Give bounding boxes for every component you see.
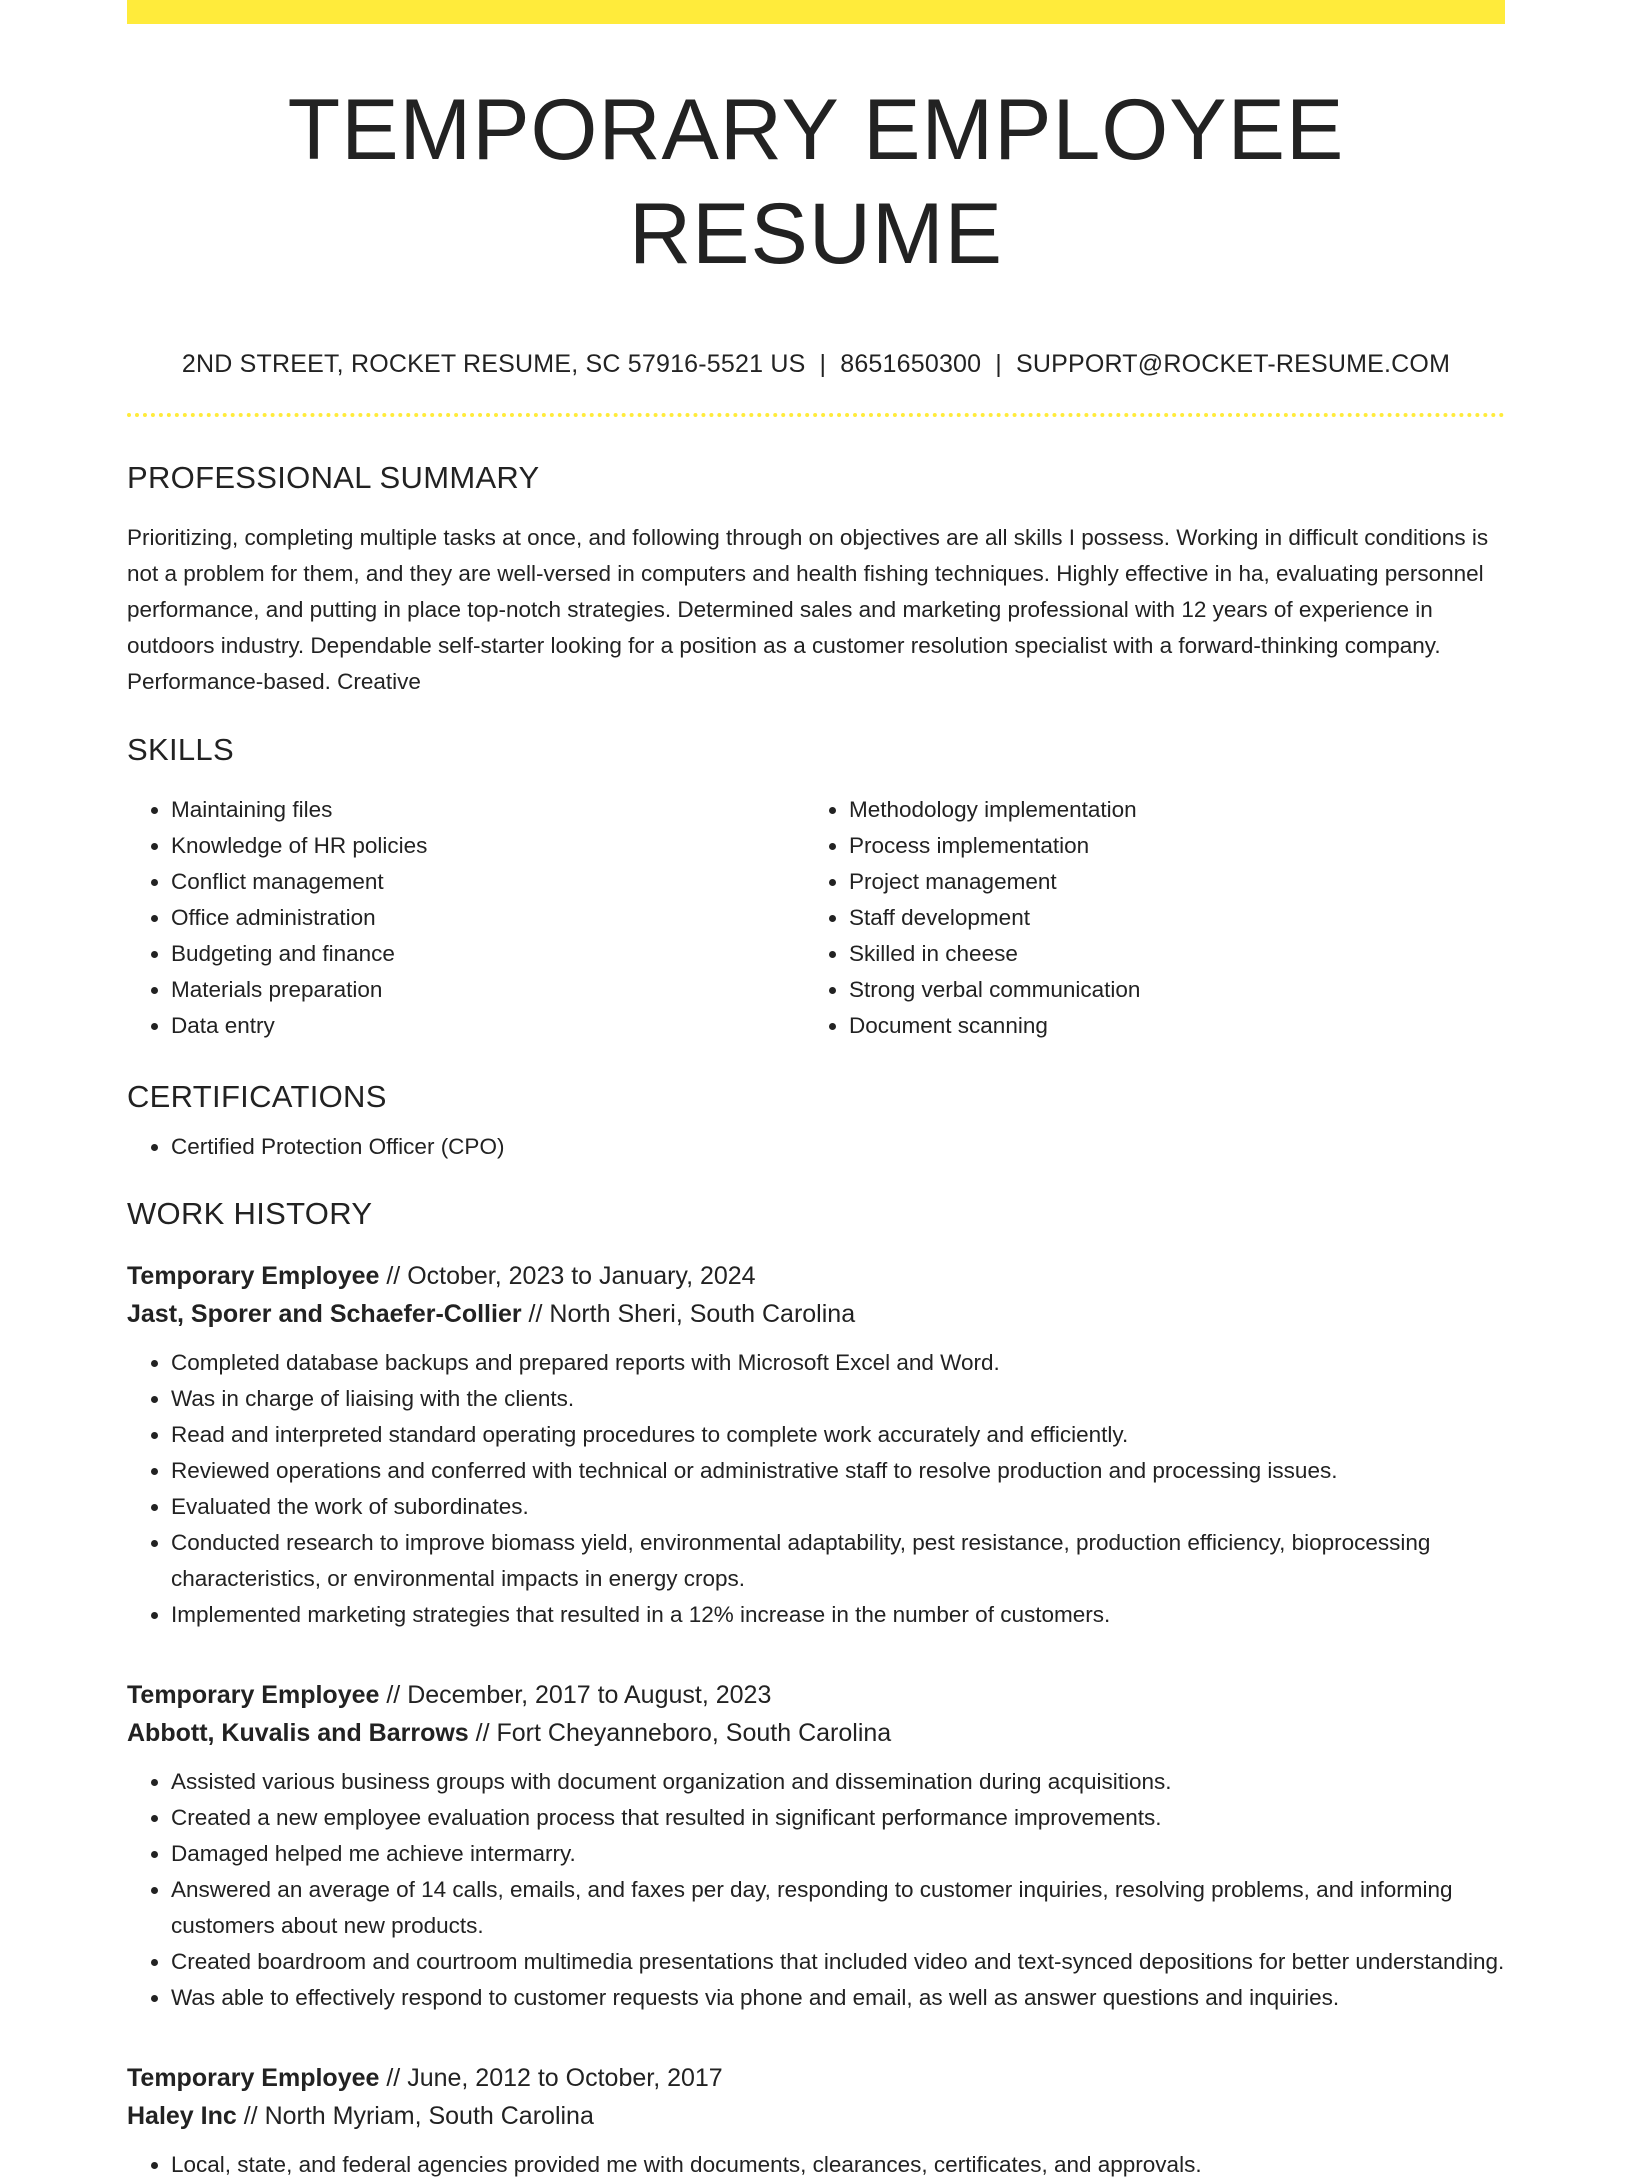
contact-line bbox=[127, 348, 1505, 380]
job-bullet: • Local, state, and federal agencies provided me with documents, clearances, certificates, and approvals. bbox=[171, 2147, 1505, 2183]
skill-item: • Maintaining files bbox=[171, 792, 805, 828]
skill-item: • Data entry bbox=[171, 1008, 805, 1044]
skills-heading: SKILLS bbox=[127, 732, 234, 767]
skills-left-column bbox=[127, 792, 805, 1044]
summary-heading: PROFESSIONAL SUMMARY bbox=[127, 460, 540, 495]
skills-columns bbox=[127, 792, 1505, 1044]
job-bullet: • Created a new employee evaluation process that resulted in significant performance improvements. bbox=[171, 1800, 1505, 1836]
work-history-heading: WORK HISTORY bbox=[127, 1196, 373, 1231]
skill-item: • Knowledge of HR policies bbox=[171, 828, 805, 864]
certifications-heading: CERTIFICATIONS bbox=[127, 1079, 387, 1114]
job-location: // North Myriam, South Carolina bbox=[243, 2102, 594, 2130]
contact-address: 2ND STREET, ROCKET RESUME, SC 57916-5521 US bbox=[181, 350, 806, 378]
job-dates: // October, 2023 to January, 2024 bbox=[386, 1262, 756, 1290]
job-company: Jast, Sporer and Schaefer-Collier bbox=[127, 1300, 522, 1328]
job-entry bbox=[127, 2059, 1505, 2183]
job-bullet: • Answered an average of 14 calls, emails, and faxes per day, responding to customer inquiries, resolving problems, and informing customers about new products. bbox=[171, 1872, 1505, 1944]
resume-content bbox=[127, 0, 1505, 2183]
certifications-list bbox=[127, 1129, 1505, 1165]
job-bullet: • Created boardroom and courtroom multimedia presentations that included video and text-synced depositions for better understanding. bbox=[171, 1944, 1505, 1980]
job-bullets bbox=[127, 2147, 1505, 2183]
job-bullet: • Implemented marketing strategies that resulted in a 12% increase in the number of customers. bbox=[171, 1597, 1505, 1633]
job-role: Temporary Employee bbox=[127, 2064, 380, 2092]
job-dates: // December, 2017 to August, 2023 bbox=[386, 1681, 772, 1709]
skill-item: • Staff development bbox=[849, 900, 1483, 936]
job-bullet: • Evaluated the work of subordinates. bbox=[171, 1489, 1505, 1525]
job-bullet: • Reviewed operations and conferred with technical or administrative staff to resolve production and processing issues. bbox=[171, 1453, 1505, 1489]
job-role-line bbox=[127, 1257, 1505, 1295]
certification-item: • Certified Protection Officer (CPO) bbox=[171, 1129, 1505, 1165]
skill-item: • Office administration bbox=[171, 900, 805, 936]
job-role: Temporary Employee bbox=[127, 1681, 380, 1709]
contact-phone: 8651650300 bbox=[840, 350, 982, 378]
skill-item: • Strong verbal communication bbox=[849, 972, 1483, 1008]
job-dates: // June, 2012 to October, 2017 bbox=[386, 2064, 723, 2092]
skill-item: • Document scanning bbox=[849, 1008, 1483, 1044]
resume-title: TEMPORARY EMPLOYEE RESUME bbox=[287, 82, 1345, 282]
skill-item: • Skilled in cheese bbox=[849, 936, 1483, 972]
job-bullet: • Completed database backups and prepared reports with Microsoft Excel and Word. bbox=[171, 1345, 1505, 1381]
skill-item: • Budgeting and finance bbox=[171, 936, 805, 972]
skill-item: • Project management bbox=[849, 864, 1483, 900]
contact-separator: | bbox=[819, 350, 827, 378]
skills-right-column bbox=[805, 792, 1483, 1044]
job-role-line bbox=[127, 1676, 1505, 1714]
job-bullet: • Assisted various business groups with document organization and dissemination during acquisitions. bbox=[171, 1764, 1505, 1800]
contact-email: SUPPORT@ROCKET-RESUME.COM bbox=[1015, 350, 1451, 378]
job-company: Haley Inc bbox=[127, 2102, 237, 2130]
job-entry bbox=[127, 1676, 1505, 2016]
job-entry bbox=[127, 1257, 1505, 1633]
job-role-line bbox=[127, 2059, 1505, 2097]
job-company: Abbott, Kuvalis and Barrows bbox=[127, 1719, 469, 1747]
job-bullet: • Conducted research to improve biomass yield, environmental adaptability, pest resistance, production efficiency, bioprocessing characteristics, or environmental impacts in energy crops. bbox=[171, 1525, 1505, 1597]
job-company-line bbox=[127, 1714, 1505, 1752]
skill-item: • Methodology implementation bbox=[849, 792, 1483, 828]
job-location: // North Sheri, South Carolina bbox=[528, 1300, 856, 1328]
contact-separator: | bbox=[995, 350, 1002, 378]
job-company-line bbox=[127, 1295, 1505, 1333]
job-bullets bbox=[127, 1345, 1505, 1633]
skill-item: • Materials preparation bbox=[171, 972, 805, 1008]
job-bullet: • Damaged helped me achieve intermarry. bbox=[171, 1836, 1505, 1872]
job-role: Temporary Employee bbox=[127, 1262, 380, 1290]
skill-item: • Conflict management bbox=[171, 864, 805, 900]
job-location: // Fort Cheyanneboro, South Carolina bbox=[475, 1719, 892, 1747]
job-bullet: • Was in charge of liaising with the clients. bbox=[171, 1381, 1505, 1417]
summary-text: Prioritizing, completing multiple tasks at once, and following through on objectives are all skills I possess. Working in difficult conditions is not a problem for them, and they are well-versed in computers and health fishing techniques. Highly effective in ha, evaluating personnel performance, and putting in place top-notch strategies. Determined sales and marketing professional with 12 years of experience in outdoors industry. Dependable self-starter looking for a position as a customer resolution specialist with a forward-thinking company. Performance-based. Creative bbox=[127, 525, 1489, 694]
skill-item: • Process implementation bbox=[849, 828, 1483, 864]
dotted-divider bbox=[127, 413, 1505, 417]
job-bullet: • Was able to effectively respond to customer requests via phone and email, as well as answer questions and inquiries. bbox=[171, 1980, 1505, 2016]
job-company-line bbox=[127, 2097, 1505, 2135]
job-bullet: • Read and interpreted standard operating procedures to complete work accurately and efficiently. bbox=[171, 1417, 1505, 1453]
job-bullets bbox=[127, 1764, 1505, 2016]
